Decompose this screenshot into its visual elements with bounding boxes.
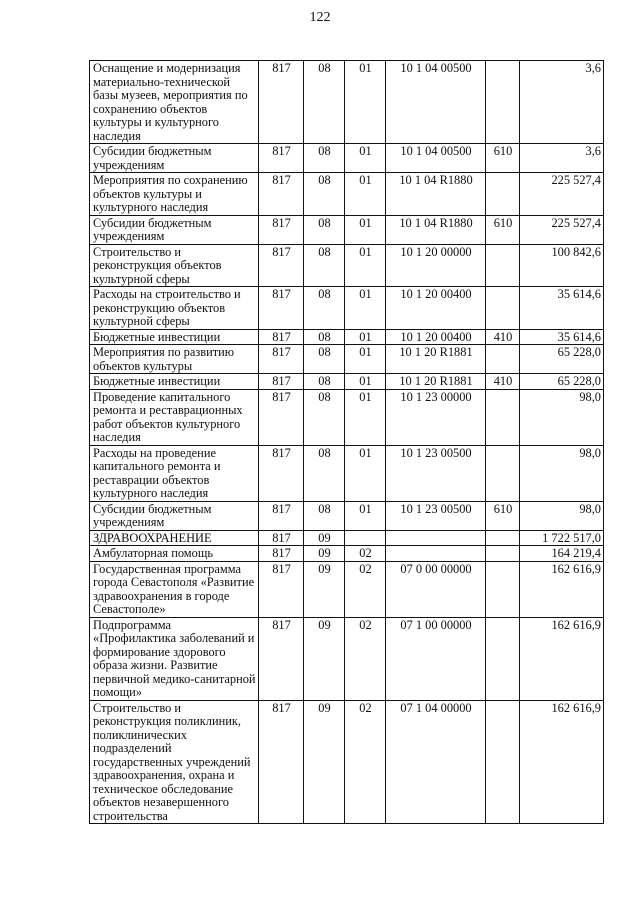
cell-section-code: 08 — [304, 244, 345, 287]
cell-expense-type: 410 — [486, 329, 520, 345]
cell-expense-type — [486, 61, 520, 144]
cell-department-code: 817 — [259, 561, 304, 617]
cell-subsection-code: 01 — [345, 345, 386, 374]
cell-amount: 162 616,9 — [520, 617, 604, 700]
cell-subsection-code: 02 — [345, 700, 386, 824]
cell-section-code: 09 — [304, 700, 345, 824]
cell-section-code: 08 — [304, 61, 345, 144]
cell-name: Субсидии бюджетным учреждениям — [90, 144, 259, 173]
page-number: 122 — [309, 10, 331, 25]
cell-target-article — [386, 546, 486, 562]
cell-expense-type — [486, 173, 520, 216]
cell-department-code: 817 — [259, 144, 304, 173]
table-row — [90, 700, 604, 824]
cell-section-code: 08 — [304, 389, 345, 445]
cell-section-code: 08 — [304, 215, 345, 244]
cell-section-code: 08 — [304, 329, 345, 345]
cell-name: Строительство и реконструкция объектов культурной сферы — [90, 244, 259, 287]
table-row — [90, 389, 604, 445]
cell-amount: 3,6 — [520, 61, 604, 144]
table-row — [90, 546, 604, 562]
cell-subsection-code: 01 — [345, 501, 386, 530]
cell-section-code: 09 — [304, 561, 345, 617]
budget-table-body — [90, 61, 604, 824]
cell-section-code: 08 — [304, 445, 345, 501]
cell-expense-type — [486, 561, 520, 617]
cell-subsection-code: 01 — [345, 287, 386, 330]
cell-expense-type: 410 — [486, 374, 520, 390]
cell-target-article: 10 1 04 R1880 — [386, 215, 486, 244]
cell-section-code: 08 — [304, 173, 345, 216]
cell-expense-type — [486, 389, 520, 445]
table-row — [90, 617, 604, 700]
cell-name: ЗДРАВООХРАНЕНИЕ — [90, 530, 259, 546]
cell-name: Бюджетные инвестиции — [90, 374, 259, 390]
cell-target-article: 10 1 04 00500 — [386, 144, 486, 173]
cell-amount: 3,6 — [520, 144, 604, 173]
cell-name: Субсидии бюджетным учреждениям — [90, 501, 259, 530]
cell-expense-type: 610 — [486, 144, 520, 173]
table-row — [90, 61, 604, 144]
cell-department-code: 817 — [259, 61, 304, 144]
cell-subsection-code: 02 — [345, 546, 386, 562]
cell-section-code: 09 — [304, 530, 345, 546]
cell-target-article: 10 1 20 00000 — [386, 244, 486, 287]
cell-amount: 162 616,9 — [520, 700, 604, 824]
cell-department-code: 817 — [259, 329, 304, 345]
cell-department-code: 817 — [259, 345, 304, 374]
cell-expense-type — [486, 445, 520, 501]
cell-subsection-code: 01 — [345, 445, 386, 501]
cell-department-code: 817 — [259, 374, 304, 390]
cell-amount: 65 228,0 — [520, 345, 604, 374]
cell-name: Бюджетные инвестиции — [90, 329, 259, 345]
cell-section-code: 08 — [304, 374, 345, 390]
cell-amount: 1 722 517,0 — [520, 530, 604, 546]
table-row — [90, 215, 604, 244]
cell-amount: 35 614,6 — [520, 329, 604, 345]
cell-target-article: 10 1 20 R1881 — [386, 374, 486, 390]
cell-target-article: 10 1 04 R1880 — [386, 173, 486, 216]
cell-department-code: 817 — [259, 389, 304, 445]
cell-expense-type — [486, 345, 520, 374]
cell-name: Подпрограмма «Профилактика заболеваний и формирование здорового образа жизни. Развитие первичной медико-санитарной помощи» — [90, 617, 259, 700]
table-row — [90, 144, 604, 173]
cell-subsection-code: 01 — [345, 144, 386, 173]
table-row — [90, 374, 604, 390]
cell-subsection-code: 01 — [345, 215, 386, 244]
cell-amount: 35 614,6 — [520, 287, 604, 330]
cell-name: Строительство и реконструкция поликлиник, поликлинических подразделений государственных учреждений здравоохранения, охрана и техническое обследование объектов незавершенного строительства — [90, 700, 259, 824]
cell-amount: 162 616,9 — [520, 561, 604, 617]
cell-target-article: 10 1 23 00000 — [386, 389, 486, 445]
cell-department-code: 817 — [259, 445, 304, 501]
cell-department-code: 817 — [259, 287, 304, 330]
cell-department-code: 817 — [259, 173, 304, 216]
table-row — [90, 561, 604, 617]
cell-name: Проведение капитального ремонта и реставрационных работ объектов культурного наследия — [90, 389, 259, 445]
table-row — [90, 345, 604, 374]
cell-subsection-code: 01 — [345, 389, 386, 445]
table-row — [90, 287, 604, 330]
cell-department-code: 817 — [259, 501, 304, 530]
cell-target-article: 10 1 23 00500 — [386, 445, 486, 501]
cell-expense-type — [486, 530, 520, 546]
cell-department-code: 817 — [259, 700, 304, 824]
cell-target-article: 07 1 00 00000 — [386, 617, 486, 700]
cell-amount: 98,0 — [520, 389, 604, 445]
cell-expense-type — [486, 617, 520, 700]
cell-name: Мероприятия по развитию объектов культуры — [90, 345, 259, 374]
cell-amount: 164 219,4 — [520, 546, 604, 562]
cell-section-code: 08 — [304, 345, 345, 374]
cell-target-article: 10 1 20 00400 — [386, 287, 486, 330]
cell-name: Амбулаторная помощь — [90, 546, 259, 562]
cell-amount: 225 527,4 — [520, 173, 604, 216]
cell-target-article: 07 0 00 00000 — [386, 561, 486, 617]
cell-amount: 225 527,4 — [520, 215, 604, 244]
table-row — [90, 501, 604, 530]
cell-subsection-code: 01 — [345, 173, 386, 216]
table-row — [90, 445, 604, 501]
table-row — [90, 244, 604, 287]
cell-department-code: 817 — [259, 530, 304, 546]
cell-amount: 65 228,0 — [520, 374, 604, 390]
budget-table — [89, 60, 604, 824]
cell-section-code: 09 — [304, 617, 345, 700]
cell-subsection-code: 02 — [345, 561, 386, 617]
cell-department-code: 817 — [259, 617, 304, 700]
cell-expense-type: 610 — [486, 215, 520, 244]
cell-amount: 100 842,6 — [520, 244, 604, 287]
cell-section-code: 09 — [304, 546, 345, 562]
cell-subsection-code: 01 — [345, 374, 386, 390]
cell-name: Оснащение и модернизация материально-технической базы музеев, мероприятия по сохранению объектов культуры и культурного наследия — [90, 61, 259, 144]
cell-subsection-code: 01 — [345, 329, 386, 345]
cell-target-article: 07 1 04 00000 — [386, 700, 486, 824]
cell-department-code: 817 — [259, 546, 304, 562]
table-row — [90, 530, 604, 546]
table-row — [90, 329, 604, 345]
cell-name: Субсидии бюджетным учреждениям — [90, 215, 259, 244]
cell-department-code: 817 — [259, 215, 304, 244]
cell-amount: 98,0 — [520, 501, 604, 530]
cell-subsection-code: 01 — [345, 244, 386, 287]
cell-name: Расходы на строительство и реконструкцию объектов культурной сферы — [90, 287, 259, 330]
cell-subsection-code: 02 — [345, 617, 386, 700]
cell-target-article: 10 1 23 00500 — [386, 501, 486, 530]
table-row — [90, 173, 604, 216]
cell-subsection-code — [345, 530, 386, 546]
cell-target-article: 10 1 04 00500 — [386, 61, 486, 144]
cell-expense-type — [486, 287, 520, 330]
cell-target-article — [386, 530, 486, 546]
cell-amount: 98,0 — [520, 445, 604, 501]
cell-expense-type — [486, 244, 520, 287]
cell-expense-type: 610 — [486, 501, 520, 530]
cell-name: Мероприятия по сохранению объектов культуры и культурного наследия — [90, 173, 259, 216]
cell-section-code: 08 — [304, 501, 345, 530]
cell-target-article: 10 1 20 00400 — [386, 329, 486, 345]
cell-name: Государственная программа города Севастополя «Развитие здравоохранения в городе Севастополе» — [90, 561, 259, 617]
cell-expense-type — [486, 546, 520, 562]
cell-target-article: 10 1 20 R1881 — [386, 345, 486, 374]
cell-department-code: 817 — [259, 244, 304, 287]
cell-section-code: 08 — [304, 287, 345, 330]
cell-subsection-code: 01 — [345, 61, 386, 144]
cell-expense-type — [486, 700, 520, 824]
cell-section-code: 08 — [304, 144, 345, 173]
cell-name: Расходы на проведение капитального ремонта и реставрации объектов культурного наследия — [90, 445, 259, 501]
